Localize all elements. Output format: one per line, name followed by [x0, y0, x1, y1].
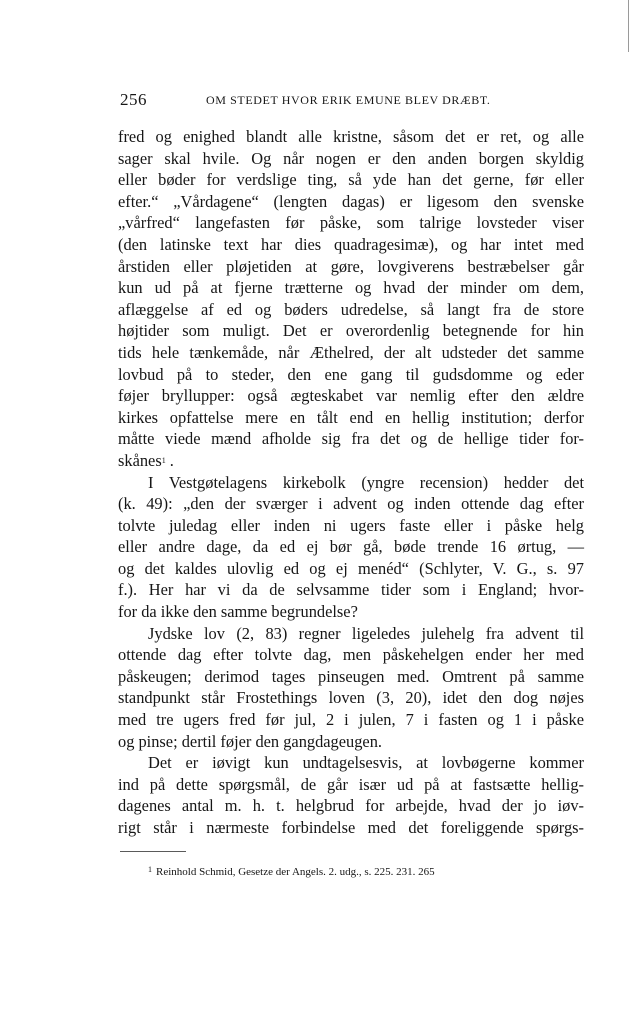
- text-line: (den latinske text har dies quadragesimæ), og har intet med: [118, 234, 584, 254]
- footnote: [148, 865, 435, 878]
- paragraph-first-line: Det er iøvigt kun undtagelsesvis, at lovbøgerne kommer: [148, 753, 584, 773]
- text-line: eller andre dage, da ed ej bør gå, bøde trende 16 ørtug, —: [118, 537, 584, 557]
- text-line: med tre ugers fred før jul, 2 i julen, 7 i fasten og 1 i påske: [118, 710, 584, 730]
- text-line: eller bøder for verdslige ting, så yde han det gerne, før eller: [118, 170, 584, 190]
- footnote-divider: [120, 851, 186, 852]
- text-line: fred og enighed blandt alle kristne, såsom det er ret, og alle: [118, 127, 584, 146]
- footnote-text: Reinhold Schmid, Gesetze der Angels. 2. udg., s. 225. 231. 265: [156, 866, 435, 878]
- text-line: tids hele tænkemåde, når Æthelred, der alt udsteder det samme: [118, 342, 584, 362]
- text-line: højtider som muligt. Det er overordenlig betegnende for hin: [118, 321, 584, 341]
- text-line: måtte viede mænd afholde sig fra det og de hellige tider for-: [118, 429, 584, 449]
- footnote-reference: 1: [161, 455, 166, 465]
- text-line: kun ud på at fjerne trætterne og hvad der minder om dem,: [118, 278, 584, 298]
- paragraph-first-line: I Vestgøtelagens kirkebolk (yngre recension) hedder det: [148, 472, 584, 492]
- text-line: for da ikke den samme begrundelse?: [118, 602, 358, 622]
- text-line: og det kaldes ulovlig ed og ej menéd“ (Schlyter, V. G., s. 97: [118, 558, 584, 578]
- text-line: efter.“ „Vårdagene“ (lengten dagas) er ligesom den svenske: [118, 191, 584, 211]
- running-head-title: OM STEDET HVOR ERIK EMUNE BLEV DRÆBT.: [206, 93, 491, 107]
- text-line: kirkes opfattelse mere en tålt end en hellig institution; derfor: [118, 407, 584, 427]
- text-line: påskeugen; derimod tages pinseugen med. Omtrent på samme: [118, 666, 584, 686]
- text-line: ottende dag efter tolvte dag, men påskehelgen ender her med: [118, 645, 584, 665]
- paragraph-end-line: skånes$^1$ .: [118, 450, 174, 470]
- text-line: sager skal hvile. Og når nogen er den anden borgen skyldig: [118, 148, 584, 168]
- text-line: skånes: [118, 450, 162, 470]
- body-text: [118, 126, 584, 839]
- text-line: (k. 49): „den der sværger i advent og inden ottende dag efter: [118, 494, 584, 514]
- text-line: ind på dette spørgsmål, de går især ud på at fastsætte hellig-: [118, 774, 584, 794]
- text-line: årstiden eller pløjetiden at gøre, lovgiverens bestræbelser går: [118, 256, 584, 276]
- page-number: 256: [120, 90, 147, 109]
- running-head: [120, 90, 590, 110]
- text-line: og pinse; dertil føjer den gangdageugen.: [118, 731, 382, 751]
- text-line: rigt står i nærmeste forbindelse med det foreliggende spørgs-: [118, 818, 584, 837]
- text-line: „vårfred“ langefasten før påske, som talrige lovsteder viser: [118, 213, 584, 233]
- text-line: aflæggelse af ed og bøders udredelse, så langt fra de store: [118, 299, 584, 319]
- page-edge-line: [628, 0, 629, 52]
- footnote-marker: 1: [148, 865, 152, 874]
- text-line: dagenes antal m. h. t. helgbrud for arbejde, hvad der jo iøv-: [118, 796, 584, 816]
- text-line: føjer bryllupper: også ægteskabet var nemlig efter den ældre: [118, 386, 584, 406]
- text-line: standpunkt står Frostethings loven (3, 20), idet den dog nøjes: [118, 688, 584, 708]
- text-line: tolvte juledag eller inden ni ugers faste eller i påske helg: [118, 515, 584, 535]
- paragraph-first-line: Jydske lov (2, 83) regner ligeledes julehelg fra advent til: [148, 623, 584, 643]
- text-line: f.). Her har vi da de selvsamme tider som i England; hvor-: [118, 580, 584, 600]
- text-line: lovbud på to steder, den ene gang til gudsdomme og eder: [118, 364, 584, 384]
